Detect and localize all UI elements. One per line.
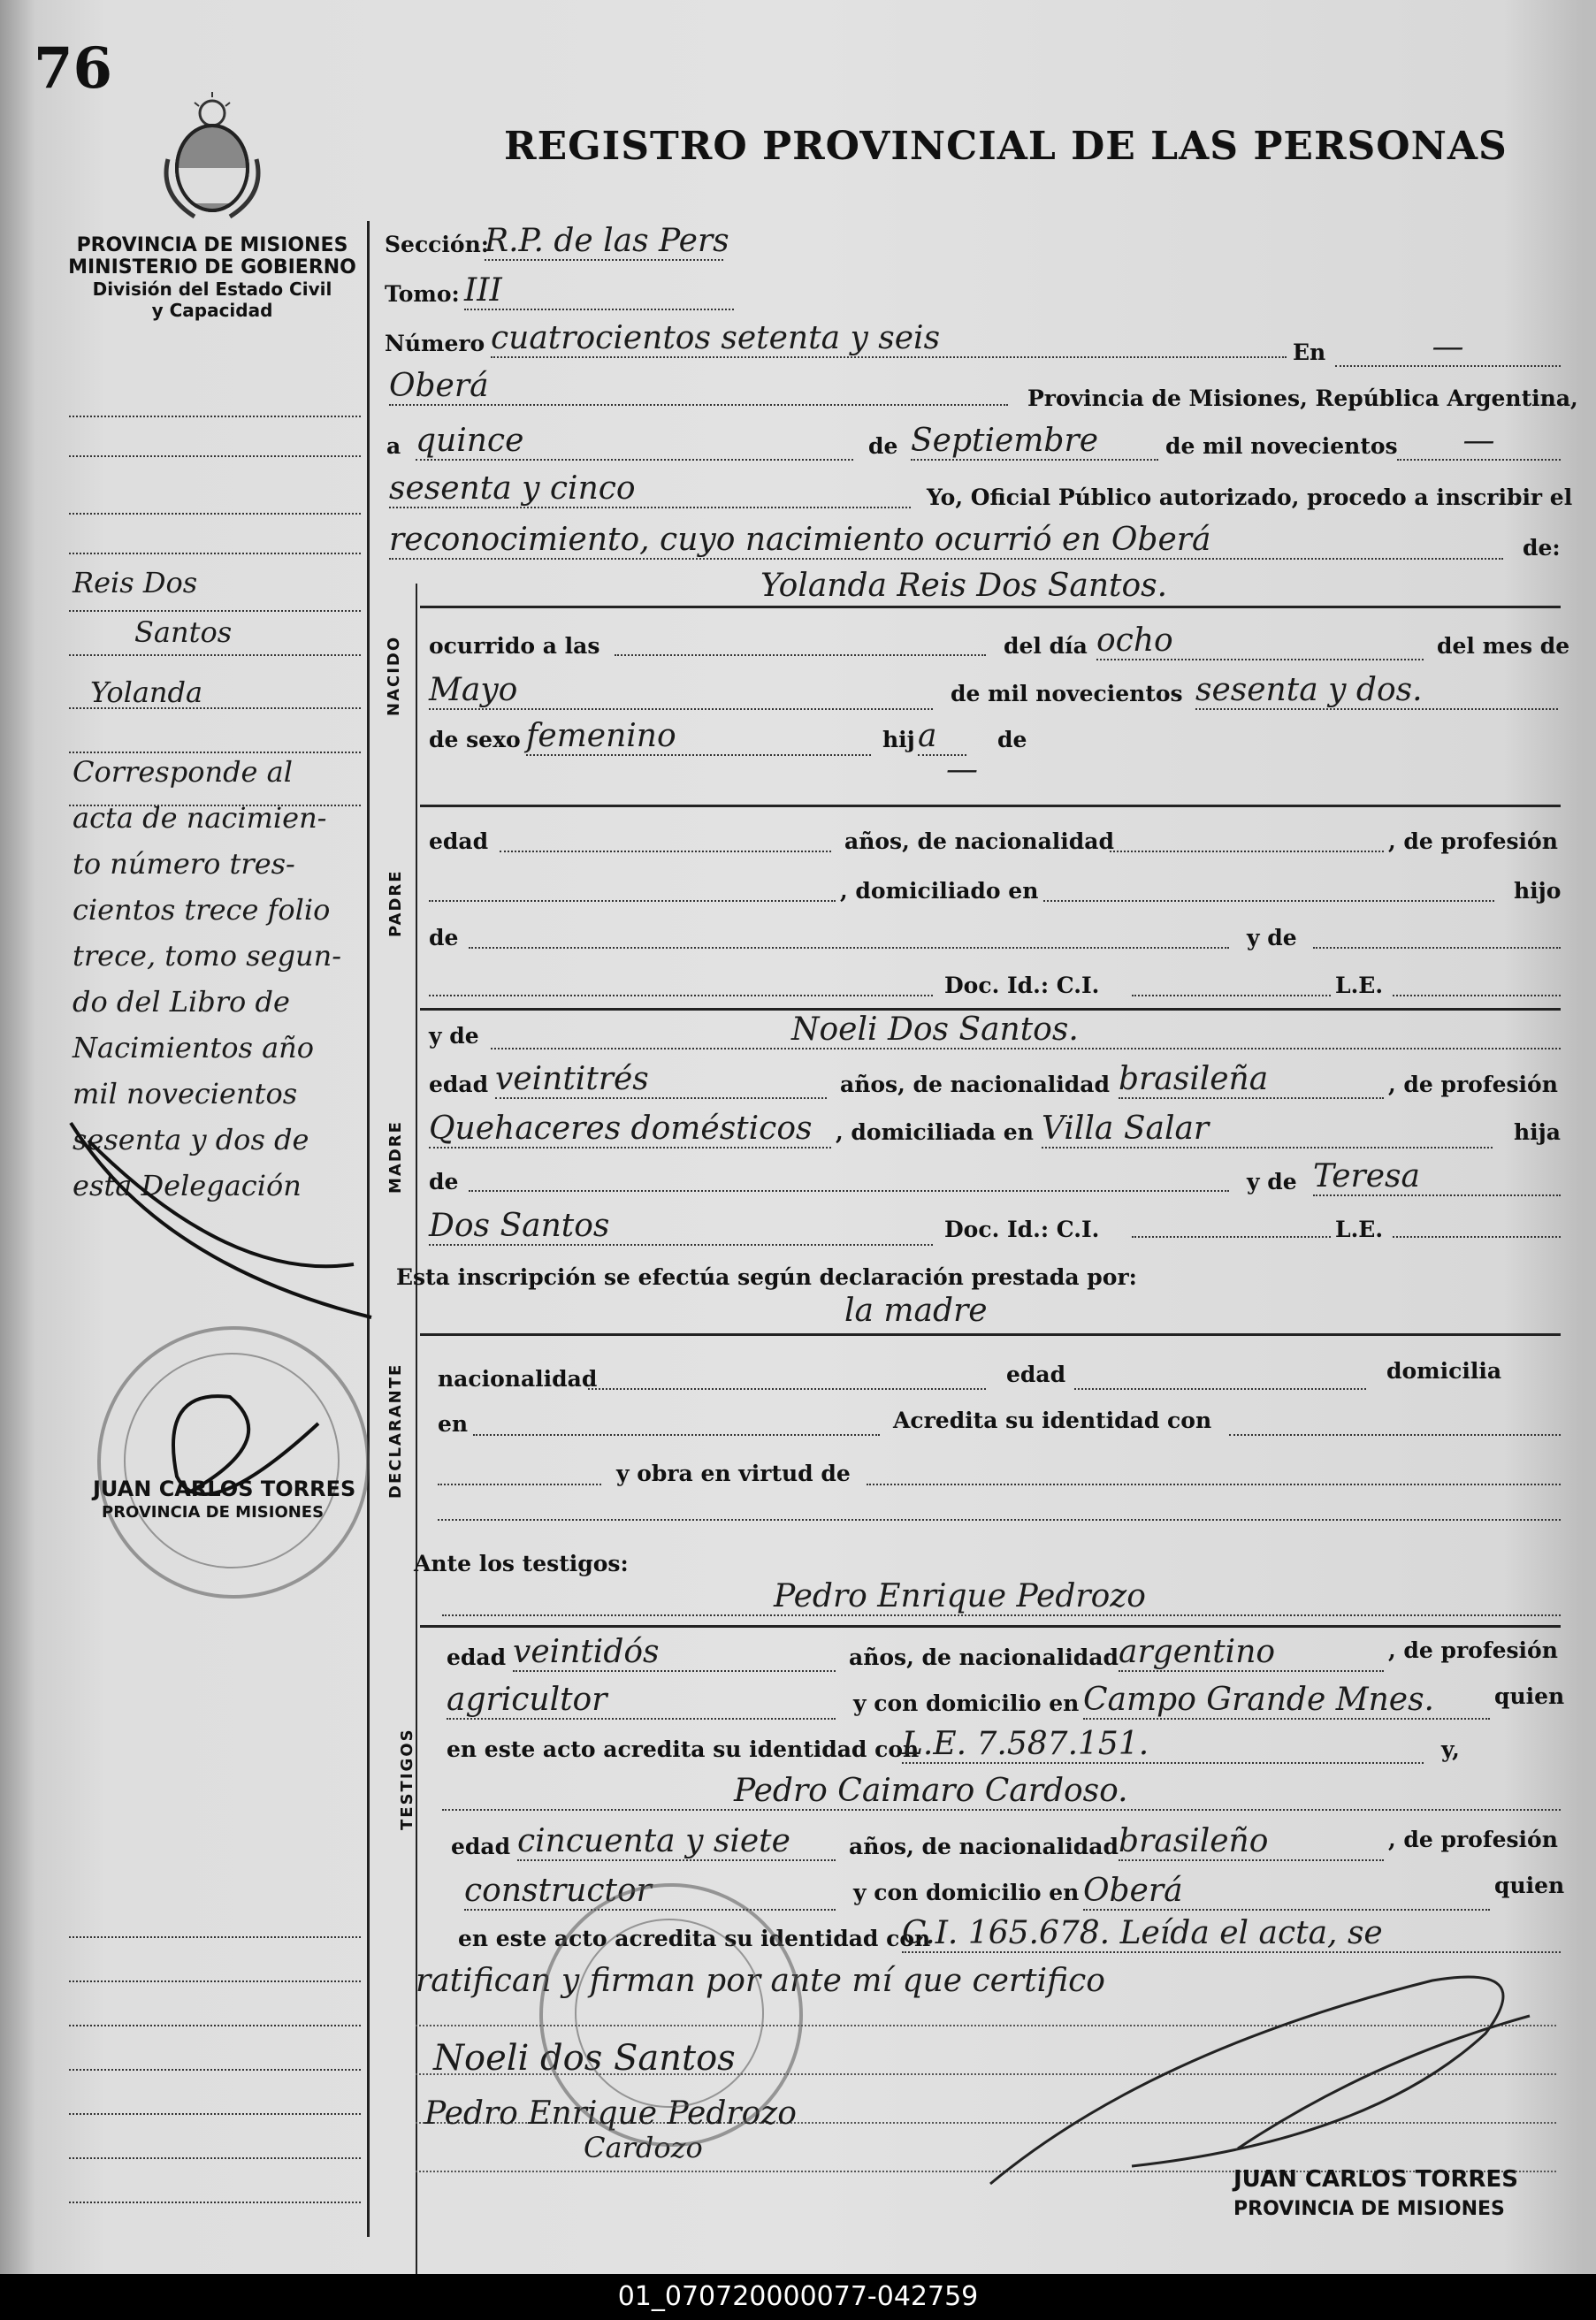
label-prof-t1: , de profesión [1388, 1637, 1558, 1663]
official-stamp-name: JUAN CARLOS TORRES [1233, 2166, 1519, 2193]
label-numero: Número [385, 331, 485, 356]
label-edad-t2: edad [451, 1834, 511, 1859]
label-acredita: Acredita su identidad con [893, 1408, 1212, 1433]
label-provincia: Provincia de Misiones, República Argentina, [1027, 385, 1578, 411]
stamp-sub: PROVINCIA DE MISIONES [102, 1503, 325, 1522]
page-number: 76 [34, 35, 113, 102]
label-dom-t1: y con domicilio en [853, 1690, 1080, 1716]
field-t1-prof: agricultor [447, 1682, 836, 1720]
label-dom-t2: y con domicilio en [853, 1880, 1080, 1905]
field-padre-dash: — [946, 752, 978, 788]
signature-witness1: Pedro Enrique Pedrozo [424, 2095, 797, 2132]
document-title: REGISTRO PROVINCIAL DE LAS PERSONAS [504, 124, 1508, 169]
label-edad-dec: edad [1006, 1362, 1066, 1387]
field-anio: sesenta y cinco [389, 470, 911, 508]
field-dia-nac: ocho [1096, 622, 1424, 660]
label-del-mes: del mes de [1437, 633, 1570, 659]
label-de-hij: de [997, 727, 1027, 752]
label-inscripcion: Esta inscripción se efectúa según declaración prestada por: [396, 1264, 1137, 1290]
field-anio-nac: sesenta y dos. [1195, 672, 1558, 710]
field-t1-nombre: Pedro Enrique Pedrozo [442, 1578, 1561, 1616]
header-capacity: y Capacidad [151, 300, 273, 321]
label-edad-padre: edad [429, 828, 489, 854]
margin-note-line: sesenta y dos de [73, 1123, 309, 1156]
field-en: — [1335, 329, 1561, 367]
margin-note-line: esta Delegación [73, 1169, 302, 1202]
field-madre-nombre: Noeli Dos Santos. [491, 1011, 1561, 1049]
margin-signature-icon [53, 1105, 407, 1547]
label-mil-nov-nac: de mil novecientos [951, 681, 1183, 706]
label-obra: y obra en virtud de [616, 1461, 851, 1486]
label-anos-nac-padre: años, de nacionalidad [844, 828, 1114, 854]
label-prof-padre: , de profesión [1388, 828, 1558, 854]
section-divider [416, 584, 417, 2274]
header-division: División del Estado Civil [92, 279, 332, 300]
field-t2-dom: Oberá [1083, 1873, 1490, 1911]
field-t2-prof: constructor [464, 1873, 836, 1911]
margin-note-line: trece, tomo segun- [73, 939, 342, 973]
field-dia: quince [416, 423, 853, 461]
official-stamp-center-inner [575, 1919, 764, 2108]
margin-note-line: Nacimientos año [73, 1031, 315, 1065]
label-anos-nac-madre: años, de nacionalidad [840, 1072, 1110, 1097]
label-y-comma: y, [1441, 1736, 1460, 1762]
margin-note-line: Yolanda [90, 675, 203, 709]
label-del-dia: del día [1004, 633, 1088, 659]
label-yo-oficial: Yo, Oficial Público autorizado, procedo a inscribir el [927, 485, 1573, 510]
label-edad-madre: edad [429, 1072, 489, 1097]
label-y-de-padre: y de [1247, 925, 1297, 950]
label-le-padre: L.E. [1335, 973, 1384, 998]
margin-note-line: do del Libro de [73, 985, 290, 1019]
label-de-padre: de [429, 925, 459, 950]
label-de: de [868, 433, 898, 459]
field-t1-doc: L.E. 7.587.151. [902, 1726, 1424, 1764]
margin-note-line: Santos [134, 615, 233, 649]
label-sexo: de sexo [429, 727, 521, 752]
field-reconocimiento: reconocimiento, cuyo nacimiento ocurrió en Oberá [389, 522, 1503, 560]
field-tomo: III [464, 272, 734, 310]
label-domiciliado: , domiciliado en [840, 878, 1039, 904]
side-padre: PADRE [386, 869, 405, 937]
label-anos-nac-t1: años, de nacionalidad [849, 1645, 1119, 1670]
label-quien-t1: quien [1494, 1683, 1565, 1709]
margin-note-line: cientos trece folio [73, 893, 331, 927]
margin-note-line: Reis Dos [73, 566, 198, 599]
label-mil-novecientos: de mil novecientos [1165, 433, 1398, 459]
field-mes: Septiembre [911, 423, 1158, 461]
margin-note-line: to número tres- [73, 847, 295, 881]
label-prof-madre: , de profesión [1388, 1072, 1558, 1097]
margin-note-line: Corresponde al [73, 755, 293, 789]
label-acredita-t1: en este acto acredita su identidad con [447, 1736, 920, 1762]
field-mil: — [1397, 423, 1561, 461]
signature-mother: Noeli dos Santos [433, 2038, 736, 2079]
field-t1-dom: Campo Grande Mnes. [1083, 1682, 1490, 1720]
header-block [53, 234, 371, 321]
label-hijo: hijo [1514, 878, 1562, 904]
label-a: a [386, 433, 401, 459]
field-cierre: ratifican y firman por ante mí que certifico [416, 1963, 1105, 1999]
label-prof-t2: , de profesión [1388, 1827, 1558, 1852]
label-edad-t1: edad [447, 1645, 507, 1670]
field-numero: cuatrocientos setenta y seis [491, 320, 1287, 358]
label-domiciliada: , domiciliada en [836, 1119, 1034, 1145]
field-declarante: la madre [844, 1293, 988, 1329]
label-ocurrido: ocurrido a las [429, 633, 600, 659]
field-sexo: femenino [526, 718, 871, 756]
field-madre-nac: brasileña [1119, 1061, 1384, 1099]
label-de-madre: de [429, 1169, 459, 1194]
field-hij-suffix: a [918, 718, 966, 756]
image-id-footer: 01_070720000077-042759 [0, 2274, 1596, 2320]
label-y-de-madre2: y de [1247, 1169, 1297, 1194]
field-madre-madre2: Dos Santos [429, 1208, 933, 1246]
official-stamp-sub: PROVINCIA DE MISIONES [1233, 2198, 1505, 2220]
field-madre-prof: Quehaceres domésticos [429, 1110, 831, 1149]
field-nombre: Yolanda Reis Dos Santos. [760, 568, 1168, 604]
label-de-colon: de: [1523, 535, 1561, 561]
field-t2-nombre: Pedro Caimaro Cardoso. [442, 1773, 1561, 1811]
field-t2-doc: C.I. 165.678. Leída el acta, se [902, 1915, 1561, 1953]
label-doc-madre: Doc. Id.: C.I. [944, 1217, 1100, 1242]
label-acredita-t2: en este acto acredita su identidad con [458, 1926, 931, 1951]
label-en-dec: en [438, 1411, 469, 1437]
label-en: En [1293, 340, 1326, 365]
side-madre: MADRE [386, 1120, 405, 1194]
label-doc-padre: Doc. Id.: C.I. [944, 973, 1100, 998]
field-seccion: R.P. de las Pers [485, 223, 729, 259]
field-madre-madre: Teresa [1313, 1158, 1561, 1196]
field-madre-dom: Villa Salar [1042, 1110, 1493, 1149]
header-province: PROVINCIA DE MISIONES [76, 234, 348, 256]
margin-note-line: acta de nacimien- [73, 801, 327, 835]
label-tomo: Tomo: [385, 281, 460, 307]
margin-note-line: mil novecientos [73, 1077, 298, 1110]
header-ministry: MINISTERIO DE GOBIERNO [68, 256, 356, 279]
label-nacionalidad-dec: nacionalidad [438, 1366, 598, 1392]
side-testigos: TESTIGOS [398, 1728, 416, 1830]
field-t1-nac: argentino [1119, 1634, 1384, 1672]
coat-of-arms-icon [159, 88, 265, 221]
label-le-madre: L.E. [1335, 1217, 1384, 1242]
label-seccion: Sección: [385, 232, 489, 257]
label-y-de-madre: y de [429, 1023, 479, 1049]
field-mes-nac: Mayo [429, 672, 933, 710]
label-hij: hij [882, 727, 915, 752]
field-t2-nac: brasileño [1119, 1823, 1384, 1861]
field-lugar: Oberá [389, 368, 1008, 406]
field-t2-edad: cincuenta y siete [517, 1823, 836, 1861]
signature-witness2: Cardozo [584, 2131, 703, 2164]
side-nacido: NACIDO [385, 635, 403, 716]
field-madre-edad: veintitrés [495, 1061, 827, 1099]
label-domicilia: domicilia [1386, 1358, 1502, 1384]
label-hija: hija [1514, 1119, 1561, 1145]
label-quien-t2: quien [1494, 1873, 1565, 1898]
field-t1-edad: veintidós [513, 1634, 836, 1672]
label-testigos: Ante los testigos: [414, 1551, 629, 1576]
side-declarante: DECLARANTE [386, 1362, 405, 1499]
label-anos-nac-t2: años, de nacionalidad [849, 1834, 1119, 1859]
stamp-name: JUAN CARLOS TORRES [93, 1477, 356, 1501]
